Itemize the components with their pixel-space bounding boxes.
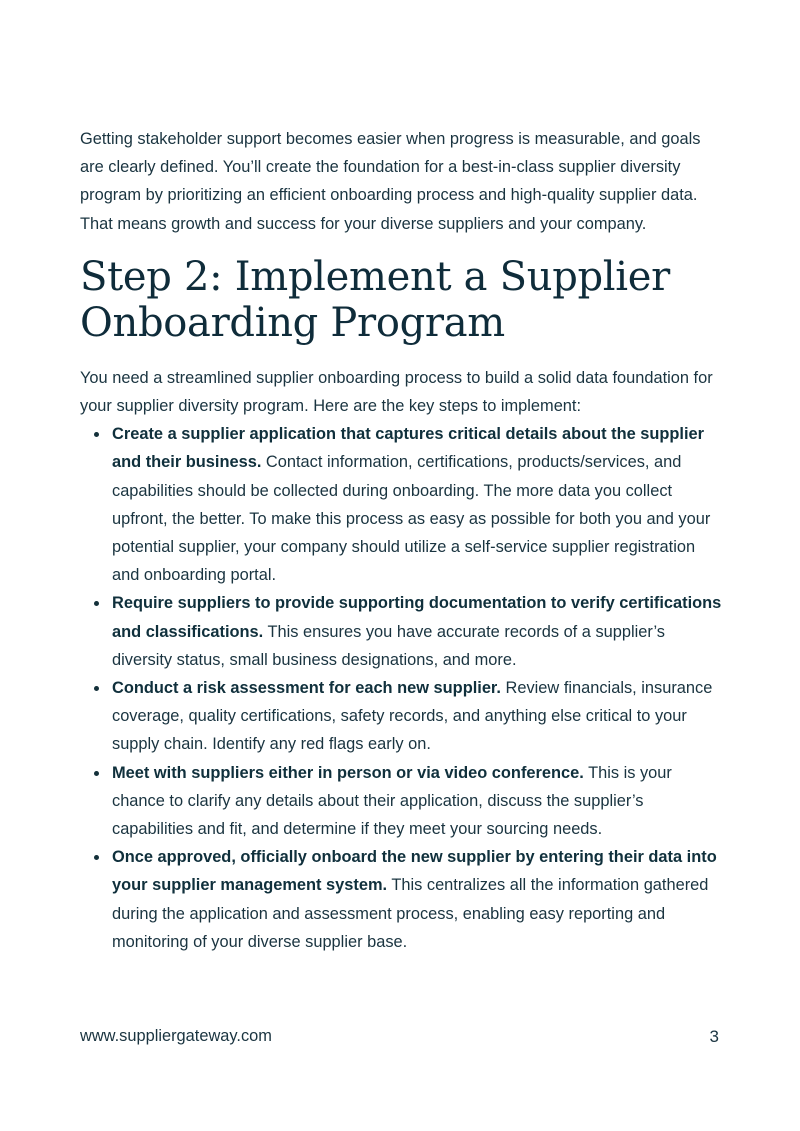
page-number: 3 (709, 1027, 719, 1046)
step-bold-text: Require suppliers to provide supporting documentation to verify certifications and classifications. (112, 594, 722, 641)
steps-list (80, 420, 725, 956)
bullet-icon (94, 601, 99, 606)
section-heading: Step 2: Implement a Supplier Onboarding Program (80, 253, 670, 346)
intro-paragraph: Getting stakeholder support becomes easier when progress is measurable, and goals are clearly defined. You’ll create the foundation for a best-in-class supplier diversity program by prioritizing an efficient onboarding process and high-quality supplier data. That means growth and success for your diverse suppliers and your company. (80, 130, 701, 233)
step-bold-text: Create a supplier application that captures critical details about the supplier and their business. (112, 425, 705, 472)
bullet-icon (94, 855, 99, 860)
step-text: Review financials, insurance coverage, quality certifications, safety records, and anything else critical to your supply chain. Identify any red flags early on. (112, 679, 713, 754)
bullet-icon (94, 686, 99, 691)
step-bold-text: Once approved, officially onboard the new supplier by entering their data into your supplier management system. (112, 848, 717, 895)
list-item (112, 420, 725, 589)
footer-website-link[interactable]: www.suppliergateway.com (80, 1027, 272, 1045)
list-item (112, 843, 725, 956)
step-text: Contact information, certifications, products/services, and capabilities should be collected during onboarding. The more data you collect upfront, the better. To make this process as easy as possible for both you and your potential supplier, your company should utilize a self-service supplier registration and onboarding portal. (112, 453, 711, 585)
step-text: This centralizes all the information gathered during the application and assessment process, enabling easy reporting and monitoring of your diverse supplier base. (112, 876, 709, 951)
list-item (112, 674, 725, 759)
step-bold-text: Conduct a risk assessment for each new supplier. (112, 679, 501, 698)
bullet-icon (94, 432, 99, 437)
bullet-icon (94, 771, 99, 776)
lead-paragraph: You need a streamlined supplier onboarding process to build a solid data foundation for your supplier diversity program. Here are the key steps to implement: (80, 368, 713, 416)
list-item (112, 589, 725, 674)
step-bold-text: Meet with suppliers either in person or via video conference. (112, 763, 584, 782)
step-text: This ensures you have accurate records of a supplier’s diversity status, small business designations, and more. (112, 622, 666, 669)
page-content (80, 125, 725, 956)
step-text: This is your chance to clarify any details about their application, discuss the supplier’s capabilities and fit, and determine if they meet your sourcing needs. (112, 763, 672, 839)
list-item (112, 759, 725, 844)
